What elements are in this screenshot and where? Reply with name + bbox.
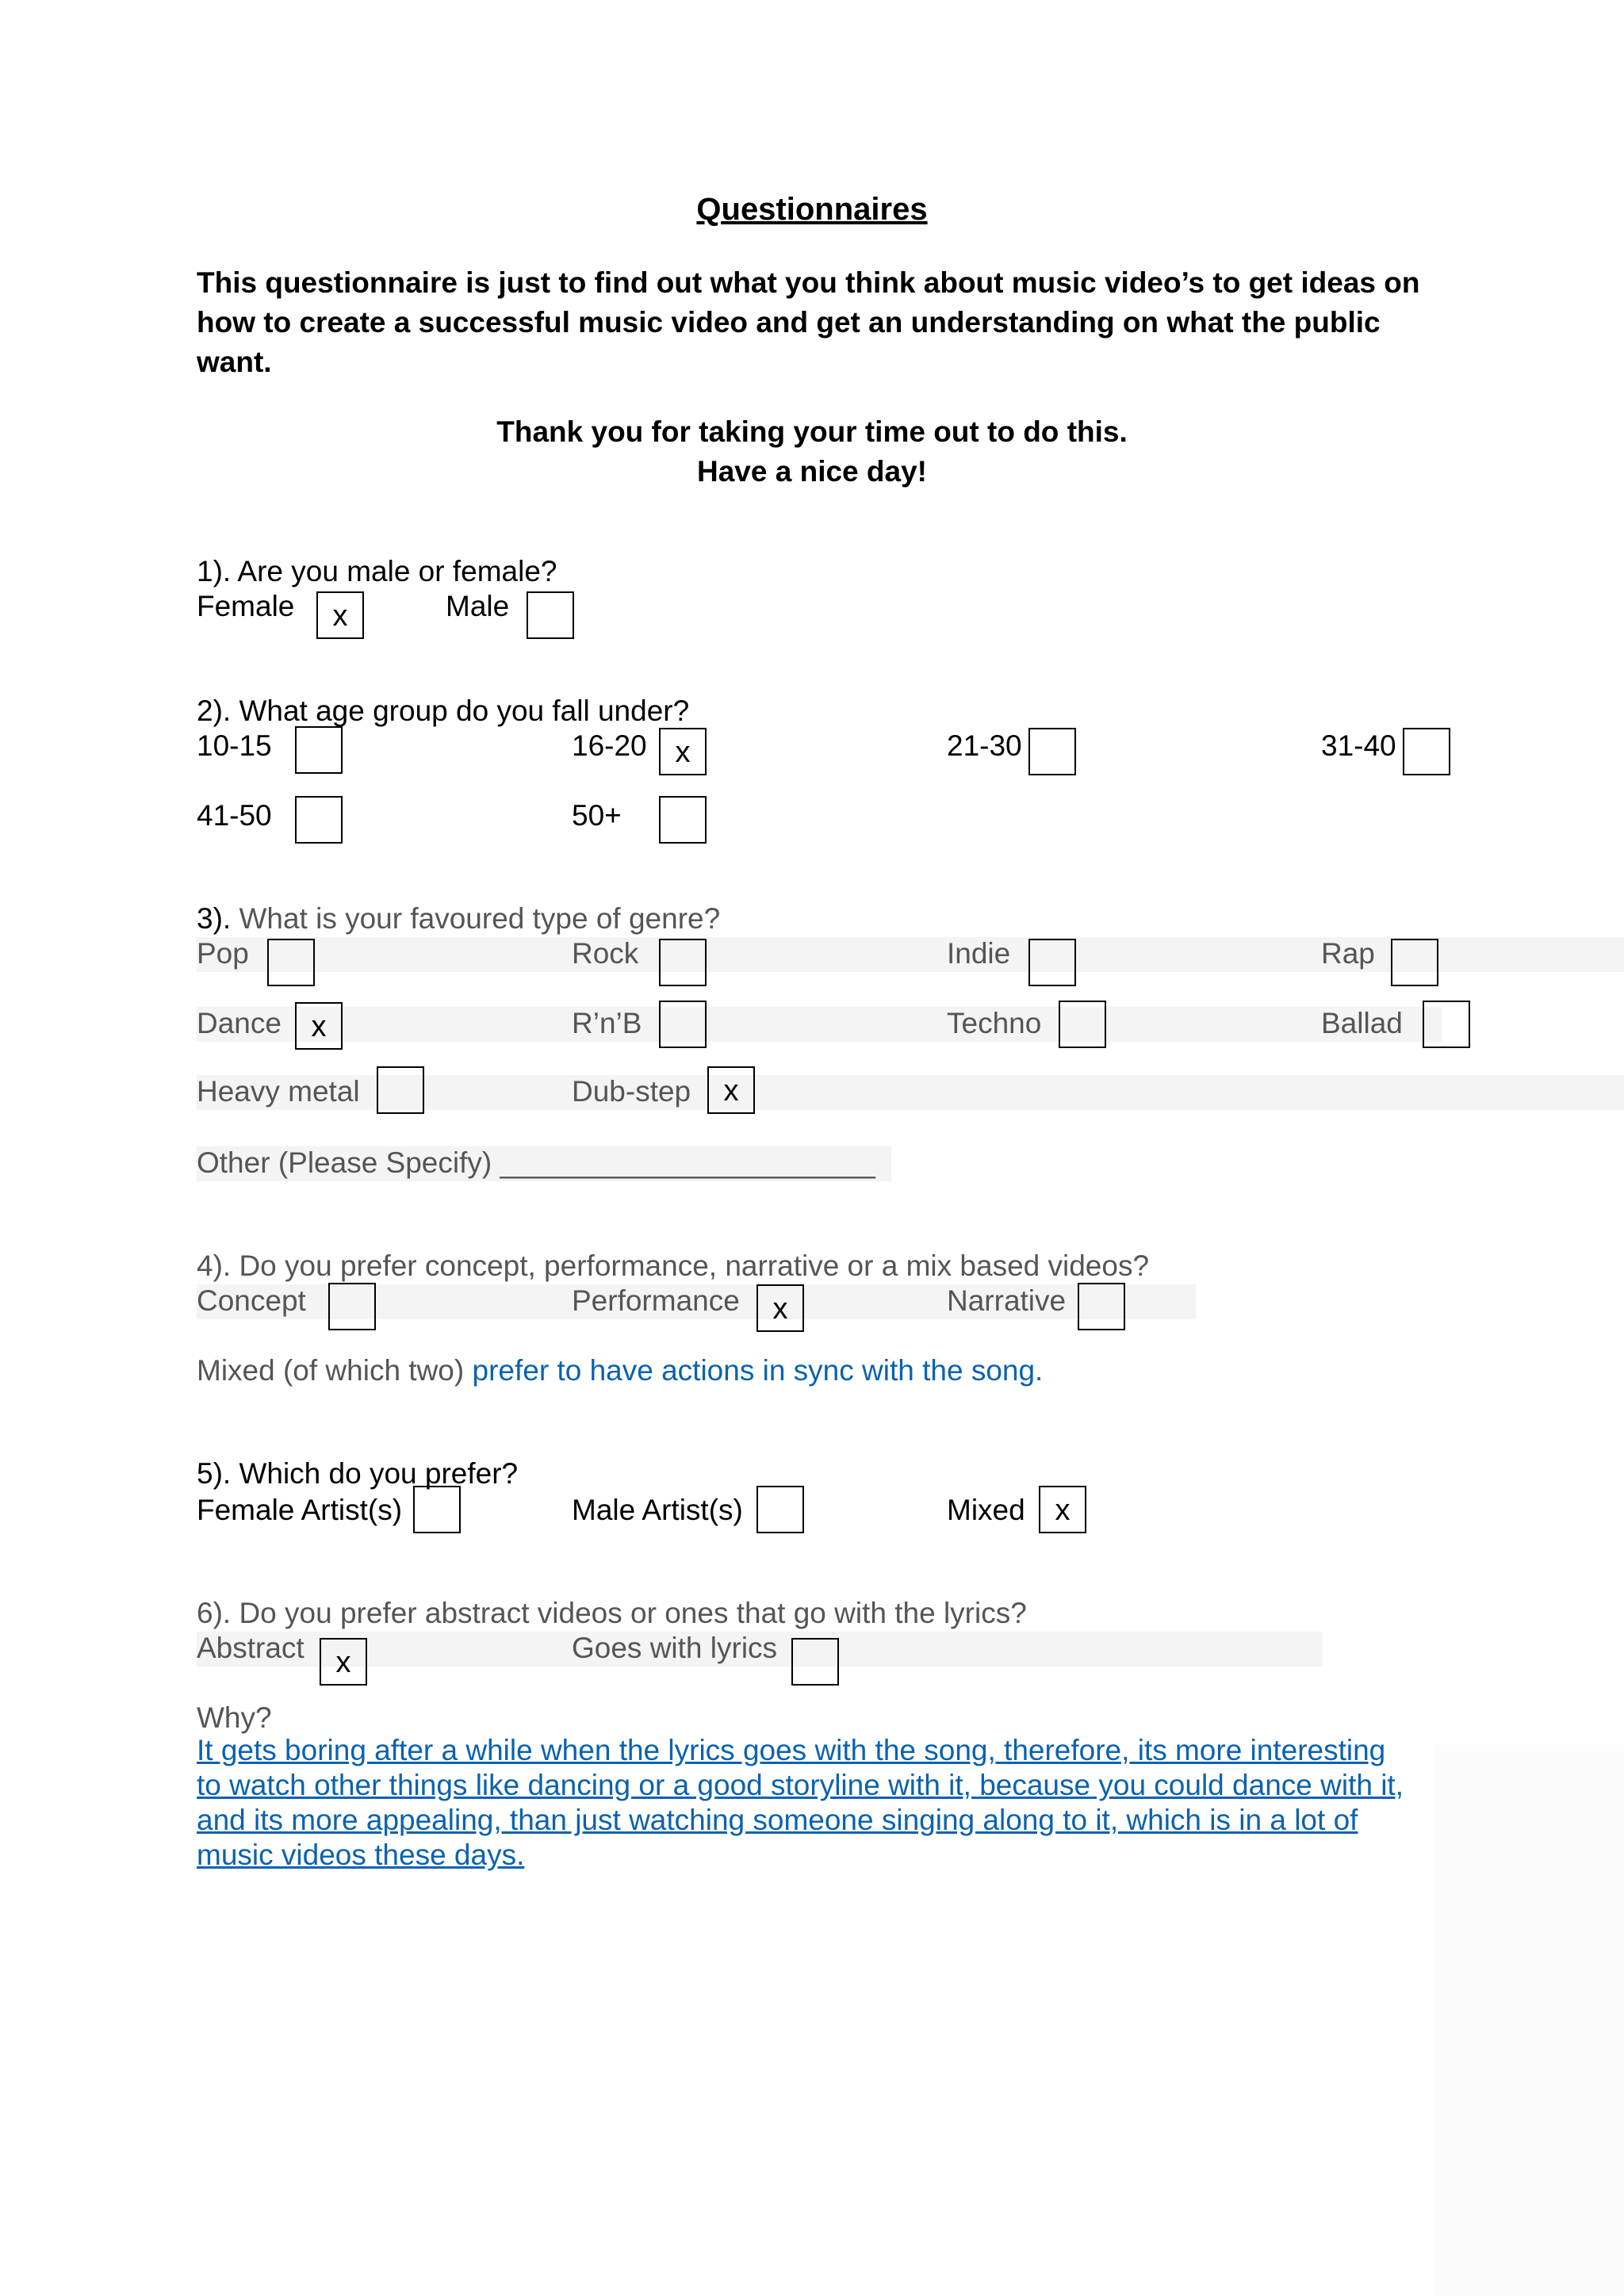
q3-other-specify[interactable]: Other (Please Specify) _______________________ [197,1146,875,1179]
q5-label-mixed: Mixed [947,1494,1025,1526]
q1-question: 1). Are you male or female? [197,555,557,587]
q6-question: 6). Do you prefer abstract videos or ones that go with the lyrics? [197,1597,1027,1629]
q2-question: 2). What age group do you fall under? [197,695,690,727]
q4-mixed: Mixed (of which two) prefer to have actions in sync with the song. [197,1354,1044,1387]
q5-checkbox-male-artist[interactable] [756,1486,804,1533]
q5-label-male-artist: Male Artist(s) [572,1494,743,1526]
q2-label-16-20: 16-20 [572,729,647,762]
q3-checkbox-rap[interactable] [1391,939,1438,986]
q3-label-rock: Rock [572,937,639,970]
q3-checkbox-rock[interactable] [659,939,707,986]
q4-checkbox-concept[interactable] [328,1283,376,1330]
q3-label-dance: Dance [197,1007,282,1039]
q2-checkbox-10-15[interactable] [295,726,343,774]
q2-label-31-40: 31-40 [1321,729,1396,762]
q4-label-concept: Concept [197,1284,306,1317]
q3-checkbox-indie[interactable] [1028,939,1076,986]
q3-label-rap: Rap [1321,937,1375,970]
q1-checkbox-male[interactable] [527,591,574,639]
thanks-line-1: Thank you for taking your time out to do this. [496,415,1128,448]
q2-label-21-30: 21-30 [947,729,1022,762]
q4-mixed-answer: prefer to have actions in sync with the song. [472,1354,1044,1387]
q6-checkbox-abstract[interactable]: x [320,1638,367,1686]
q3-question: 3). What is your favoured type of genre? [197,902,721,935]
q2-checkbox-31-40[interactable] [1403,728,1450,775]
q3-label-techno: Techno [947,1007,1042,1039]
q1-checkbox-female[interactable]: x [316,591,364,639]
q6-label-abstract: Abstract [197,1632,304,1664]
q3-label-heavy-metal: Heavy metal [197,1075,360,1108]
q4-label-narrative: Narrative [947,1284,1067,1317]
q3-checkbox-heavy-metal[interactable] [377,1066,424,1114]
q5-question: 5). Which do you prefer? [197,1457,519,1490]
q3-label-rnb: R’n’B [572,1007,642,1039]
q4-question: 4). Do you prefer concept, performance, narrative or a mix based videos? [197,1249,1150,1282]
q2-checkbox-50-plus[interactable] [659,796,707,844]
q2-label-10-15: 10-15 [197,729,272,762]
q3-checkbox-rnb[interactable] [659,1001,707,1048]
q3-checkbox-techno[interactable] [1059,1001,1106,1048]
page-shading [1434,1744,1624,2296]
q1-label-female: Female [197,590,295,622]
q3-row2-shading [197,1007,1442,1042]
q4-checkbox-performance[interactable]: x [756,1284,804,1332]
q6-label-goes-with-lyrics: Goes with lyrics [572,1632,778,1664]
q2-checkbox-41-50[interactable] [295,796,343,844]
q2-label-50-plus: 50+ [572,799,622,832]
q3-label-pop: Pop [197,937,249,970]
q6-checkbox-goes-with-lyrics[interactable] [791,1638,839,1686]
q6-why-label: Why? [197,1701,272,1734]
q3-label-ballad: Ballad [1321,1007,1403,1039]
q2-checkbox-16-20[interactable]: x [659,728,707,775]
q3-label-indie: Indie [947,937,1011,970]
intro-text: This questionnaire is just to find out what you think about music video’s to get ideas on how to create a successful music video and get an understanding on what the public want. [197,266,1420,378]
page-title: Questionnaires [696,192,928,227]
q4-checkbox-narrative[interactable] [1078,1283,1125,1330]
q5-label-female-artist: Female Artist(s) [197,1494,403,1526]
q3-checkbox-pop[interactable] [267,939,315,986]
q5-checkbox-mixed[interactable]: x [1039,1486,1086,1533]
q6-why-answer: It gets boring after a while when the lyrics goes with the song, therefore, its more interesting to watch other things like dancing or a good storyline with it, because you could dance with it, and its more appealing, than just watching someone singing along to it, which is in a lot of music videos these days. [197,1734,1404,1871]
q4-label-performance: Performance [572,1284,740,1317]
thanks-line-2: Have a nice day! [697,455,927,488]
q3-checkbox-ballad[interactable] [1423,1001,1470,1048]
q5-checkbox-female-artist[interactable] [413,1486,461,1533]
q2-label-41-50: 41-50 [197,799,272,832]
q3-checkbox-dance[interactable]: x [295,1002,343,1050]
q3-label-dub-step: Dub-step [572,1075,691,1108]
q3-checkbox-dub-step[interactable]: x [707,1066,755,1114]
q2-checkbox-21-30[interactable] [1028,728,1076,775]
q1-label-male: Male [446,590,510,622]
